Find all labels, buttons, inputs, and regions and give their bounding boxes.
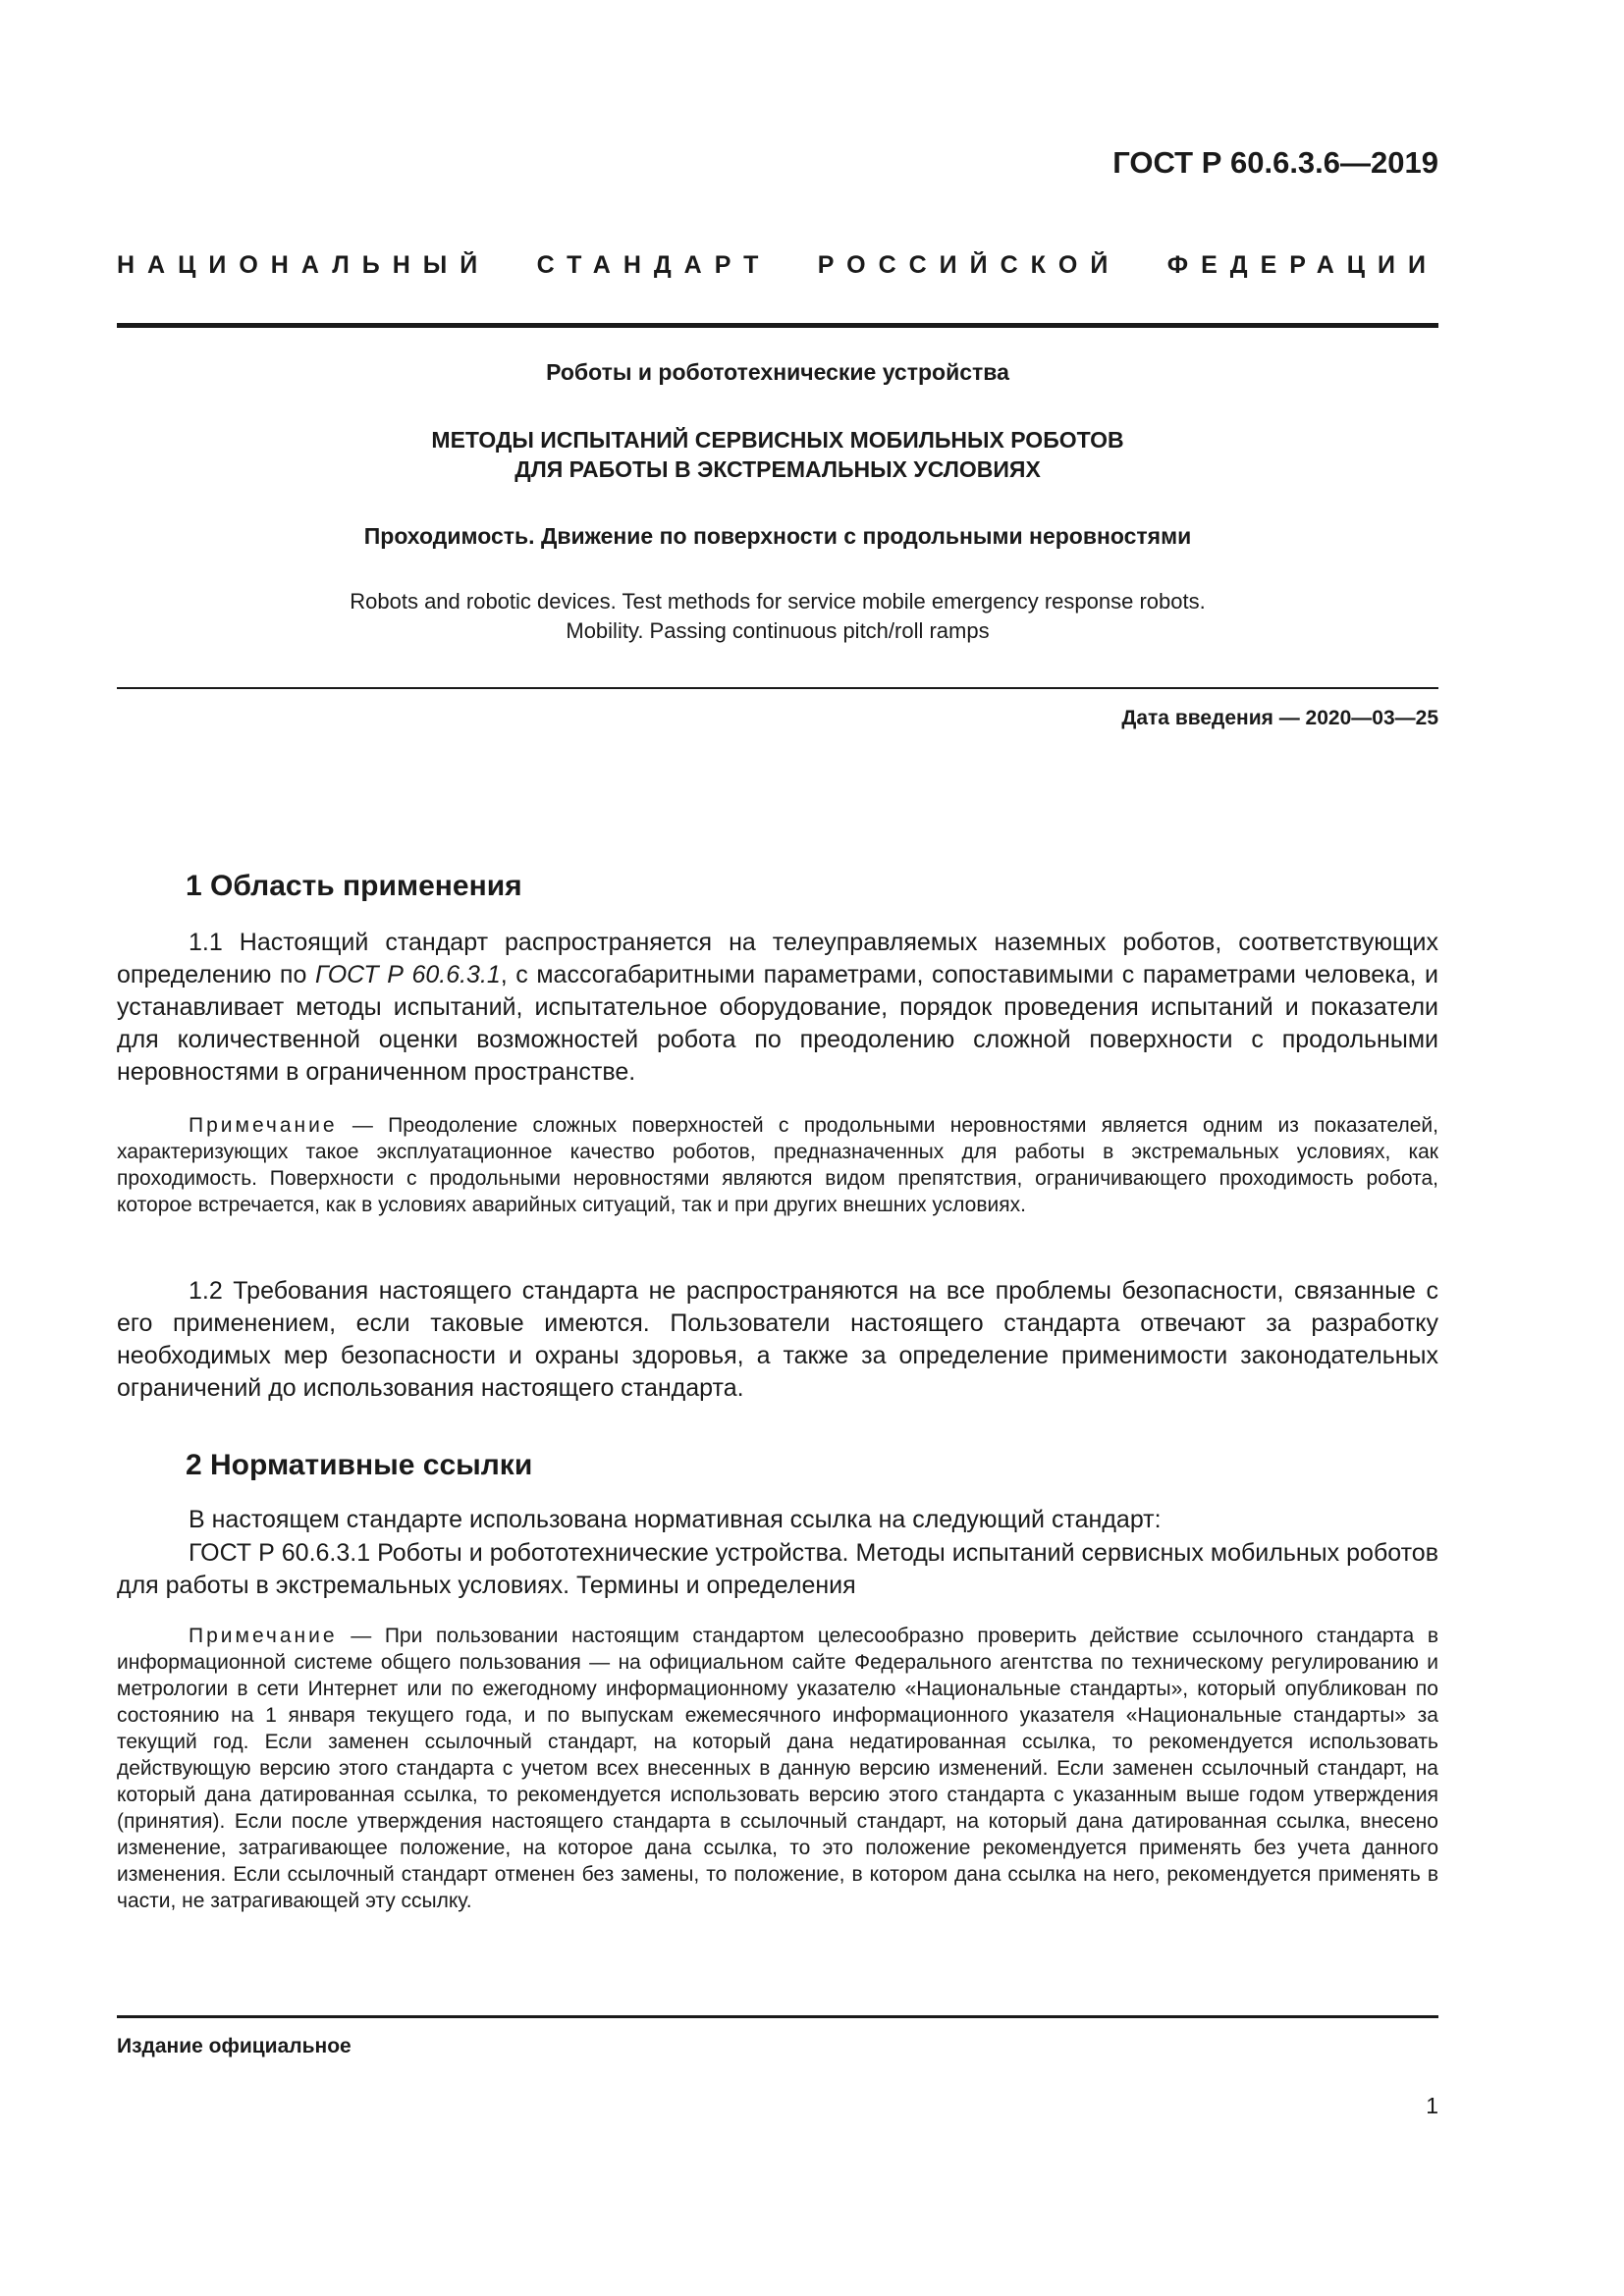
note-label: Примечание — [189, 1114, 338, 1137]
document-main-title — [117, 425, 1438, 484]
section-1-heading: 1 Область применения — [186, 870, 522, 902]
header-divider — [117, 323, 1438, 328]
document-page — [117, 0, 1438, 2296]
national-standard-title: НАЦИОНАЛЬНЫЙ СТАНДАРТ РОССИЙСКОЙ ФЕДЕРАЦИИ — [117, 251, 1438, 279]
footer-divider — [117, 2015, 1438, 2018]
introduction-date: Дата введения — 2020—03—25 — [1121, 707, 1438, 729]
page-number: 1 — [1426, 2093, 1438, 2118]
note-section-1 — [117, 1112, 1438, 1218]
english-title-line-1: Robots and robotic devices. Test methods for service mobile emergency response robots. — [350, 589, 1206, 614]
paragraph-1-1 — [117, 927, 1438, 1089]
paragraph-1-2: 1.2 Требования настоящего стандарта не распространяются на все проблемы безопасности, связанные с его применением, если таковые имеются. Пользователи настоящего стандарта отвечают за разработку необходимых мер безопасности и охраны здоровья, а также за определение применимости законодательных ограничений до использования настоящего стандарта. — [117, 1277, 1438, 1402]
document-subtitle: Проходимость. Движение по поверхности с продольными неровностями — [363, 523, 1192, 549]
paragraph-2-intro: В настоящем стандарте использована нормативная ссылка на следующий стандарт: — [189, 1506, 1162, 1533]
main-title-line-2: ДЛЯ РАБОТЫ В ЭКСТРЕМАЛЬНЫХ УСЛОВИЯХ — [514, 456, 1041, 482]
paragraph-1-1-text-end: , с массогабаритными параметрами, сопоставимыми с параметрами человека, и устанавливает методы испытаний, испытательное оборудование, порядок проведения испытаний и показатели для количественной оценки возможностей робота по преодолению сложной поверхности с продольными неровностями в ограниченном пространстве. — [117, 961, 1438, 1086]
reference-gost-60-6-3-1: ГОСТ Р 60.6.3.1 — [314, 961, 501, 988]
note-label: Примечание — [189, 1625, 338, 1647]
note-text: — Преодоление сложных поверхностей с продольными неровностями является одним из показателей, характеризующих такое эксплуатационное качество роботов, предназначенных для работы в экстремальных условиях, как проходимость. Поверхности с продольными неровностями являются видом препятствия, ограничивающего проходимость робота, которое встречается, как в условиях аварийных ситуаций, так и при других внешних условиях. — [117, 1114, 1438, 1216]
paragraph-2-reference: ГОСТ Р 60.6.3.1 Роботы и робототехнические устройства. Методы испытаний сервисных мобильных роботов для работы в экстремальных условиях. Термины и определения — [117, 1539, 1438, 1599]
english-title-line-2: Mobility. Passing continuous pitch/roll ramps — [566, 618, 990, 643]
title-divider — [117, 687, 1438, 689]
paragraph-1-1-text-start: 1.1 Настоящий стандарт распространяется на телеуправляемых наземных роботов, соответствующих определению по — [117, 929, 1438, 988]
document-topic: Роботы и робототехнические устройства — [546, 359, 1009, 385]
note-section-2 — [117, 1623, 1438, 1914]
official-edition-label: Издание официальное — [117, 2035, 352, 2057]
document-code: ГОСТ Р 60.6.3.6—2019 — [1112, 145, 1438, 180]
english-title — [117, 587, 1438, 646]
section-2-heading: 2 Нормативные ссылки — [186, 1449, 533, 1481]
main-title-line-1: МЕТОДЫ ИСПЫТАНИЙ СЕРВИСНЫХ МОБИЛЬНЫХ РОБОТОВ — [431, 427, 1124, 453]
note-text: — При пользовании настоящим стандартом целесообразно проверить действие ссылочного стандарта в информационной системе общего пользования — на официальном сайте Федерального агентства по техническому регулированию и метрологии в сети Интернет или по ежегодному информационному указателю «Национальные стандарты», который опубликован по состоянию на 1 января текущего года, и по выпускам ежемесячного информационного указателя «Национальные стандарты» за текущий год. Если заменен ссылочный стандарт, на который дана недатированная ссылка, то рекомендуется использовать действующую версию этого стандарта с учетом всех внесенных в данную версию изменений. Если заменен ссылочный стандарт, на который дана датированная ссылка, то рекомендуется использовать версию этого стандарта с указанным выше годом утверждения (принятия). Если после утверждения настоящего стандарта в ссылочный стандарт, на который дана датированная ссылка, внесено изменение, затрагивающее положение, на которое дана ссылка, то это положение рекомендуется применять без учета данного изменения. Если ссылочный стандарт отменен без замены, то положение, в котором дана ссылка на него, рекомендуется применять в части, не затрагивающей эту ссылку. — [117, 1625, 1438, 1912]
